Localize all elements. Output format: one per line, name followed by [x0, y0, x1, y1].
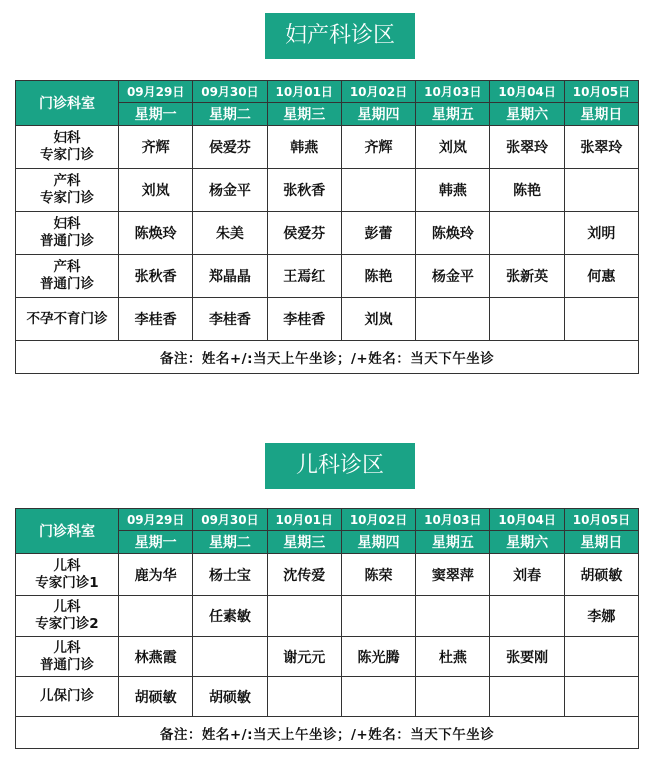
doctor-cell: 侯爱芬: [267, 212, 341, 255]
dept-cell: 儿科 专家门诊2: [16, 596, 119, 637]
doctor-cell: 杨士宝: [193, 554, 267, 596]
doctor-cell: [416, 677, 490, 717]
date-header: 09月30日: [193, 509, 267, 531]
doctor-cell: 刘明: [564, 212, 638, 255]
dept-cell: 产科 普通门诊: [16, 255, 119, 298]
weekday-header: 星期六: [490, 531, 564, 554]
table-row: [16, 596, 639, 637]
date-header: 09月29日: [119, 509, 193, 531]
table-row: [16, 169, 639, 212]
doctor-cell: 谢元元: [267, 637, 341, 677]
dept-cell: 妇科 专家门诊: [16, 126, 119, 169]
table-row: [16, 255, 639, 298]
doctor-cell: [490, 298, 564, 341]
doctor-cell: 胡硕敏: [119, 677, 193, 717]
dept-cell: 儿科 普通门诊: [16, 637, 119, 677]
dept-cell: 儿科 专家门诊1: [16, 554, 119, 596]
weekday-header: 星期六: [490, 103, 564, 126]
doctor-cell: 李桂香: [193, 298, 267, 341]
doctor-cell: 陈光腾: [341, 637, 415, 677]
date-header: 10月04日: [490, 509, 564, 531]
doctor-cell: 窦翠萍: [416, 554, 490, 596]
doctor-cell: 王焉红: [267, 255, 341, 298]
weekday-header: 星期五: [416, 103, 490, 126]
dept-cell: 妇科 普通门诊: [16, 212, 119, 255]
date-header: 10月04日: [490, 81, 564, 103]
pediatrics-schedule-table: [15, 508, 639, 749]
doctor-cell: 陈艳: [490, 169, 564, 212]
doctor-cell: 韩燕: [267, 126, 341, 169]
doctor-cell: 张秋香: [267, 169, 341, 212]
doctor-cell: 张秋香: [119, 255, 193, 298]
doctor-cell: 胡硕敏: [564, 554, 638, 596]
doctor-cell: 刘岚: [416, 126, 490, 169]
table-row: [16, 126, 639, 169]
doctor-cell: [490, 596, 564, 637]
date-header: 09月29日: [119, 81, 193, 103]
note-row: [16, 341, 639, 374]
date-header: 10月02日: [341, 509, 415, 531]
doctor-cell: [267, 677, 341, 717]
date-header-row: [16, 81, 639, 103]
doctor-cell: 张翠玲: [564, 126, 638, 169]
doctor-cell: [193, 637, 267, 677]
doctor-cell: [341, 169, 415, 212]
weekday-header: 星期日: [564, 531, 638, 554]
table-row: [16, 554, 639, 596]
doctor-cell: 朱美: [193, 212, 267, 255]
obgyn-section-title: 妇产科诊区: [265, 13, 415, 59]
pediatrics-section-title: 儿科诊区: [265, 443, 415, 489]
doctor-cell: 沈传爱: [267, 554, 341, 596]
doctor-cell: [490, 212, 564, 255]
doctor-cell: 林燕霞: [119, 637, 193, 677]
doctor-cell: 李桂香: [267, 298, 341, 341]
obgyn-schedule-table: [15, 80, 639, 374]
doctor-cell: [564, 169, 638, 212]
doctor-cell: 陈焕玲: [416, 212, 490, 255]
doctor-cell: [490, 677, 564, 717]
weekday-header: 星期五: [416, 531, 490, 554]
doctor-cell: 胡硕敏: [193, 677, 267, 717]
doctor-cell: 张翠玲: [490, 126, 564, 169]
weekday-header: 星期三: [267, 531, 341, 554]
doctor-cell: [564, 637, 638, 677]
weekday-header: 星期一: [119, 103, 193, 126]
schedule-note: 备注：姓名+/:当天上午坐诊；/+姓名：当天下午坐诊: [16, 717, 639, 749]
weekday-header: 星期日: [564, 103, 638, 126]
doctor-cell: [564, 677, 638, 717]
schedule-note: 备注：姓名+/:当天上午坐诊；/+姓名：当天下午坐诊: [16, 341, 639, 374]
doctor-cell: [341, 596, 415, 637]
doctor-cell: 刘春: [490, 554, 564, 596]
doctor-cell: [416, 596, 490, 637]
weekday-header: 星期四: [341, 103, 415, 126]
doctor-cell: 侯爱芬: [193, 126, 267, 169]
table-row: [16, 677, 639, 717]
doctor-cell: 杨金平: [416, 255, 490, 298]
doctor-cell: [341, 677, 415, 717]
doctor-cell: [416, 298, 490, 341]
doctor-cell: 任素敏: [193, 596, 267, 637]
weekday-header: 星期一: [119, 531, 193, 554]
weekday-header: 星期二: [193, 103, 267, 126]
table-row: [16, 637, 639, 677]
weekday-header: 星期二: [193, 531, 267, 554]
dept-cell: 儿保门诊: [16, 677, 119, 717]
date-header: 10月05日: [564, 509, 638, 531]
doctor-cell: 陈荣: [341, 554, 415, 596]
doctor-cell: [564, 298, 638, 341]
doctor-cell: 齐辉: [341, 126, 415, 169]
doctor-cell: 韩燕: [416, 169, 490, 212]
dept-cell: 产科 专家门诊: [16, 169, 119, 212]
date-header: 09月30日: [193, 81, 267, 103]
date-header: 10月03日: [416, 509, 490, 531]
doctor-cell: 陈艳: [341, 255, 415, 298]
date-header: 10月03日: [416, 81, 490, 103]
doctor-cell: 齐辉: [119, 126, 193, 169]
doctor-cell: [119, 596, 193, 637]
doctor-cell: 李娜: [564, 596, 638, 637]
weekday-header: 星期三: [267, 103, 341, 126]
date-header-row: [16, 509, 639, 531]
doctor-cell: 杜燕: [416, 637, 490, 677]
date-header: 10月05日: [564, 81, 638, 103]
doctor-cell: 彭蕾: [341, 212, 415, 255]
doctor-cell: 刘岚: [119, 169, 193, 212]
date-header: 10月01日: [267, 81, 341, 103]
corner-header: 门诊科室: [16, 81, 119, 126]
corner-header: 门诊科室: [16, 509, 119, 554]
doctor-cell: 何惠: [564, 255, 638, 298]
doctor-cell: 鹿为华: [119, 554, 193, 596]
doctor-cell: 杨金平: [193, 169, 267, 212]
table-row: [16, 298, 639, 341]
weekday-header: 星期四: [341, 531, 415, 554]
doctor-cell: [267, 596, 341, 637]
date-header: 10月01日: [267, 509, 341, 531]
date-header: 10月02日: [341, 81, 415, 103]
doctor-cell: 张要刚: [490, 637, 564, 677]
table-row: [16, 212, 639, 255]
doctor-cell: 郑晶晶: [193, 255, 267, 298]
note-row: [16, 717, 639, 749]
doctor-cell: 刘岚: [341, 298, 415, 341]
dept-cell: 不孕不育门诊: [16, 298, 119, 341]
doctor-cell: 陈焕玲: [119, 212, 193, 255]
doctor-cell: 李桂香: [119, 298, 193, 341]
doctor-cell: 张新英: [490, 255, 564, 298]
